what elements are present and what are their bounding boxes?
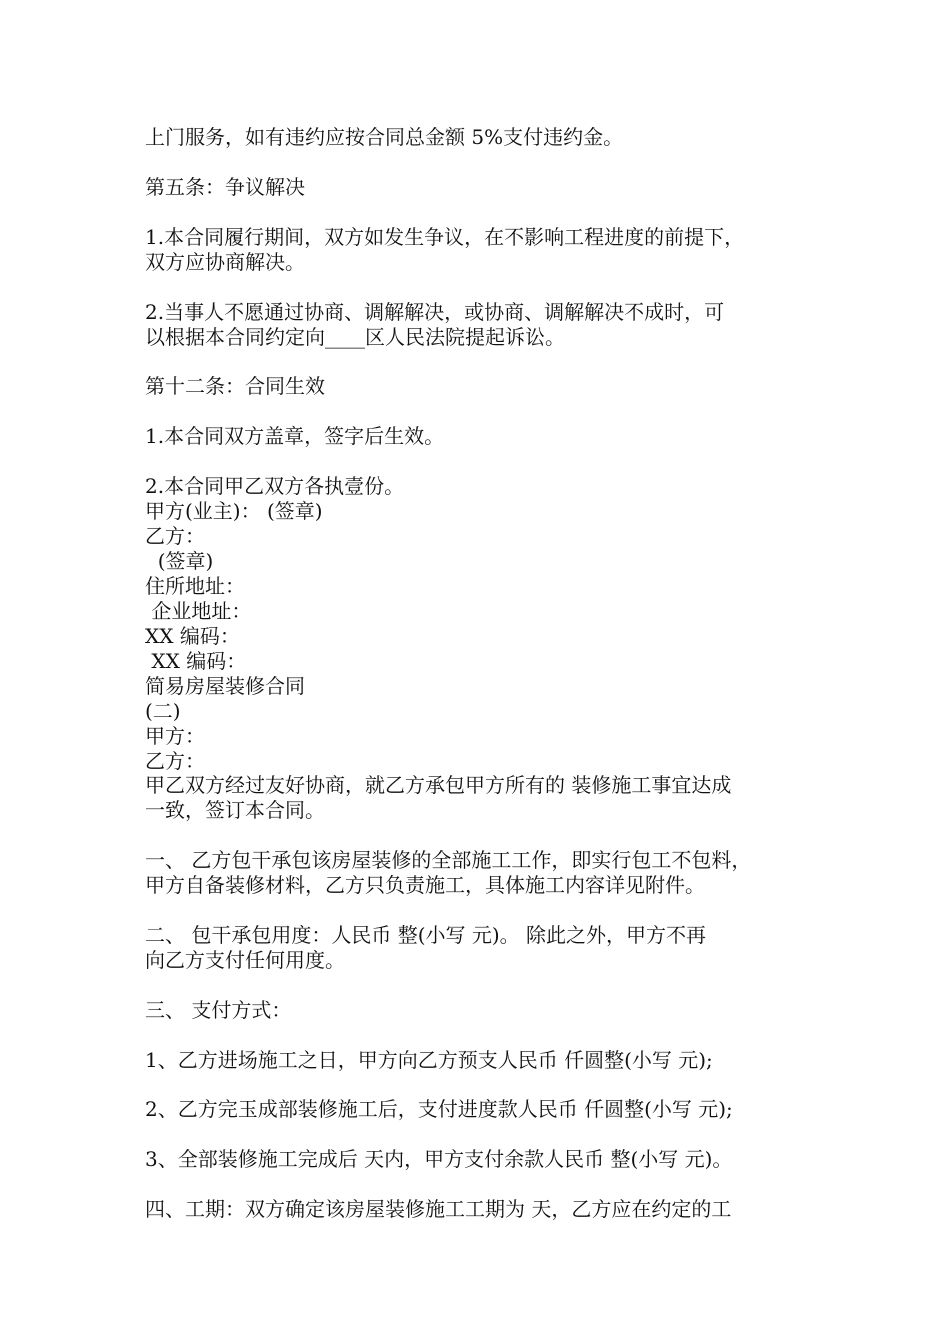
section-heading: 三、 支付方式： [145, 998, 292, 1022]
text-line: 一、 乙方包干承包该房屋装修的全部施工工作，即实行包工不包料， [145, 848, 752, 872]
text-line: 1、乙方进场施工之日，甲方向乙方预支人民币 仟圆整(小写 元); [145, 1048, 713, 1072]
text-line: 以根据本合同约定向____区人民法院提起诉讼。 [145, 325, 565, 349]
text-line: 上门服务，如有违约应按合同总金额 5%支付违约金。 [145, 125, 624, 149]
address-field: 企业地址： [145, 599, 252, 623]
text-line: 2.当事人不愿通过协商、调解解决，或协商、调解解决不成时，可 [145, 300, 725, 324]
code-field: XX 编码： [145, 649, 247, 673]
signature-field: 乙方： [145, 524, 205, 548]
section-heading: 第五条：争议解决 [145, 175, 305, 199]
section-heading: 第十二条：合同生效 [145, 374, 325, 398]
text-line: 2、乙方完玉成部装修施工后，支付进度款人民币 仟圆整(小写 元); [145, 1097, 733, 1121]
party-field: 甲方： [145, 724, 205, 748]
text-line: 双方应协商解决。 [145, 250, 305, 274]
text-line: 向乙方支付任何用度。 [145, 948, 345, 972]
text-line: 甲乙双方经过友好协商，就乙方承包甲方所有的 装修施工事宜达成 [145, 773, 732, 797]
text-line: 一致，签订本合同。 [145, 798, 325, 822]
signature-field: (签章) [145, 549, 214, 573]
contract-subtitle: (二) [145, 699, 181, 723]
text-line: 3、全部装修施工完成后 天内，甲方支付余款人民币 整(小写 元)。 [145, 1147, 733, 1171]
text-line: 二、 包干承包用度：人民币 整(小写 元)。 除此之外，甲方不再 [145, 923, 707, 947]
party-field: 乙方： [145, 749, 205, 773]
text-line: 甲方自备装修材料，乙方只负责施工，具体施工内容详见附件。 [145, 873, 705, 897]
text-line: 1.本合同双方盖章，签字后生效。 [145, 424, 445, 448]
contract-title: 简易房屋装修合同 [145, 674, 305, 698]
code-field: XX 编码： [145, 624, 240, 648]
text-line: 2.本合同甲乙双方各执壹份。 [145, 474, 405, 498]
text-line: 1.本合同履行期间，双方如发生争议，在不影响工程进度的前提下， [145, 225, 745, 249]
address-field: 住所地址： [145, 574, 245, 598]
text-line: 四、工期：双方确定该房屋装修施工工期为 天，乙方应在约定的工 [145, 1197, 732, 1221]
signature-field: 甲方(业主)： (签章) [145, 499, 323, 523]
